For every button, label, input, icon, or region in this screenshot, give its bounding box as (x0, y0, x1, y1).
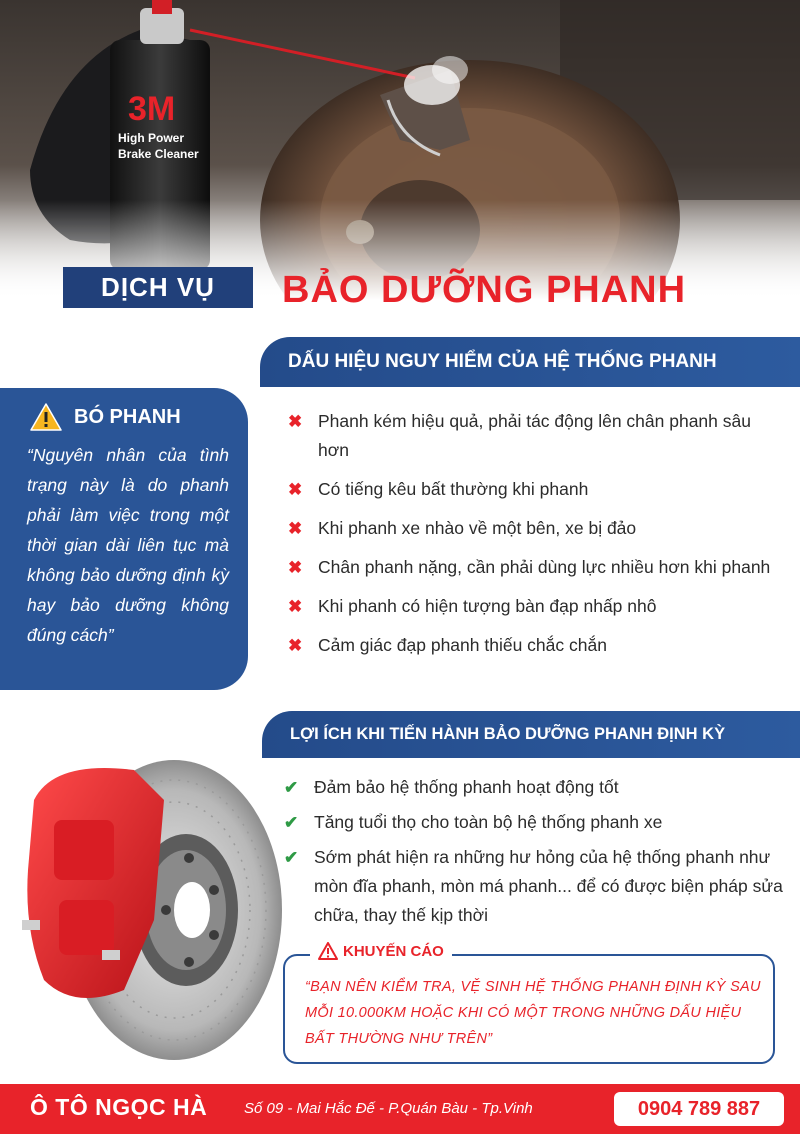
list-item: ✔ Sớm phát hiện ra những hư hỏng của hệ thống phanh như mòn đĩa phanh, mòn má phanh... để có được biện pháp sửa chữa, thay thế kịp thời (284, 843, 784, 930)
list-item: ✖ Khi phanh có hiện tượng bàn đạp nhấp nhô (288, 592, 778, 621)
list-item: ✔ Đảm bảo hệ thống phanh hoạt động tốt (284, 773, 784, 802)
hero-photo (0, 0, 800, 300)
brake-seizure-card (0, 388, 248, 690)
address: Số 09 - Mai Hắc Đế - P.Quán Bàu - Tp.Vinh (244, 1100, 533, 1117)
check-icon: ✔ (284, 778, 299, 797)
cross-icon: ✖ (288, 558, 303, 577)
warning-icon (318, 942, 338, 960)
warning-icon (30, 403, 62, 431)
signs-list (288, 407, 778, 670)
can-line1: High Power (118, 131, 185, 145)
list-item: ✖ Cảm giác đạp phanh thiếu chắc chắn (288, 631, 778, 660)
cross-icon: ✖ (288, 480, 303, 499)
advisory-title: KHUYẾN CÁO (343, 942, 444, 960)
cross-icon: ✖ (288, 636, 303, 655)
list-item: ✖ Có tiếng kêu bất thường khi phanh (288, 475, 778, 504)
brake-disc-image (14, 730, 284, 1070)
benefits-list (284, 773, 784, 936)
footer (0, 1084, 800, 1134)
cross-icon: ✖ (288, 412, 303, 431)
brake-cleaning-photo (0, 0, 800, 300)
cross-icon: ✖ (288, 597, 303, 616)
benefits-heading: LỢI ÍCH KHI TIẾN HÀNH BẢO DƯỠNG PHANH ĐỊNH KỲ (262, 711, 800, 758)
cross-icon: ✖ (288, 519, 303, 538)
signs-heading: DẤU HIỆU NGUY HIỂM CỦA HỆ THỐNG PHANH (260, 337, 800, 387)
advisory-box (283, 942, 775, 1064)
list-item: ✔ Tăng tuổi thọ cho toàn bộ hệ thống phanh xe (284, 808, 784, 837)
title-service: DỊCH VỤ (63, 267, 253, 308)
list-item: ✖ Phanh kém hiệu quả, phải tác động lên chân phanh sâu hơn (288, 407, 778, 465)
advisory-header (310, 942, 452, 960)
list-item: ✖ Chân phanh nặng, cần phải dùng lực nhiều hơn khi phanh (288, 553, 778, 582)
brand-name: Ô TÔ NGỌC HÀ (30, 1094, 208, 1120)
phone-number[interactable]: 0904 789 887 (614, 1092, 784, 1126)
advisory-text: “BẠN NÊN KIỂM TRA, VỆ SINH HỆ THỐNG PHANH ĐỊNH KỲ SAU MỖI 10.000KM HOẶC KHI CÓ MỘT TRONG NHỮNG DẤU HIỆU BẤT THƯỜNG NHƯ TRÊN” (305, 979, 761, 1047)
card-title: BÓ PHANH (74, 405, 181, 428)
card-quote: “Nguyên nhân của tình trạng này là do phanh phải làm việc trong một thời gian dài liên tục mà không bảo dưỡng định kỳ hay bảo dưỡng không đúng cách” (27, 445, 229, 645)
card-header (30, 403, 181, 431)
list-item: ✖ Khi phanh xe nhào về một bên, xe bị đảo (288, 514, 778, 543)
can-line2: Brake Cleaner (118, 147, 199, 161)
check-icon: ✔ (284, 848, 299, 867)
check-icon: ✔ (284, 813, 299, 832)
can-brand: 3M (128, 90, 176, 128)
title-main: BẢO DƯỠNG PHANH (282, 268, 687, 311)
